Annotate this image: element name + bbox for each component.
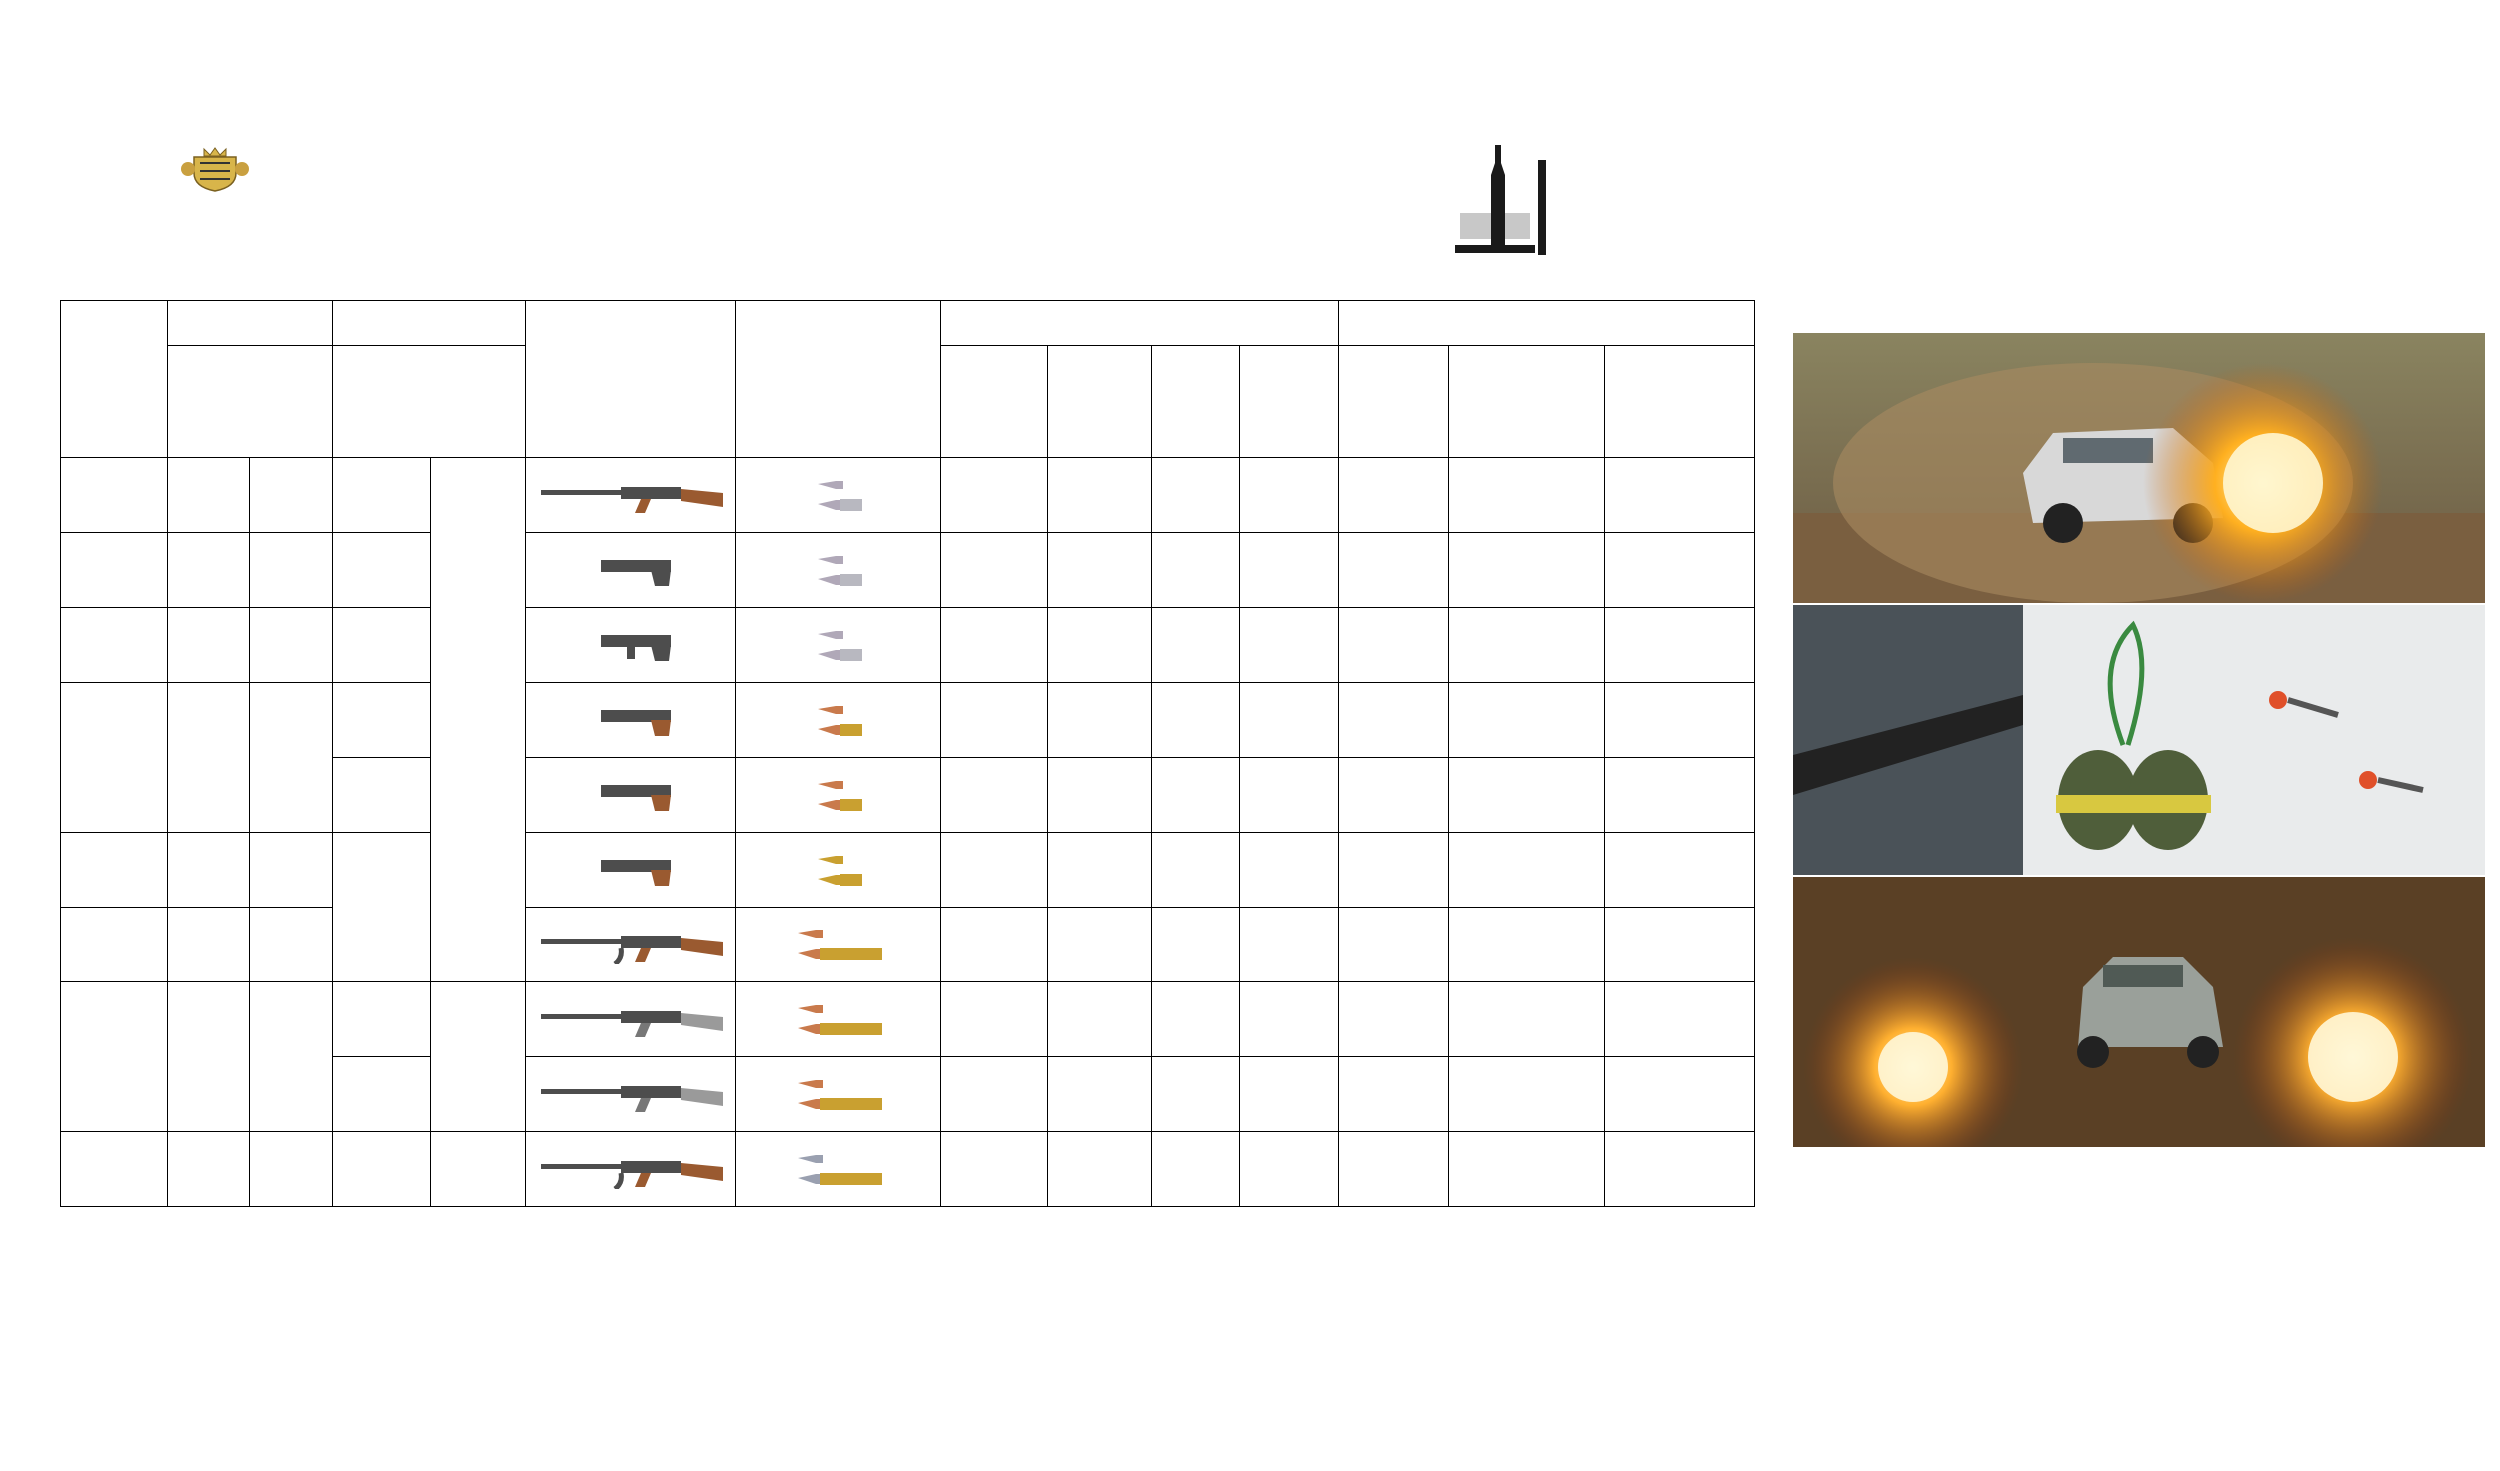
stufe-cell xyxy=(61,533,168,608)
kaliber-cell xyxy=(941,533,1048,608)
art-cell xyxy=(1048,1057,1152,1132)
masse-cell xyxy=(1152,458,1240,533)
art-cell xyxy=(1048,533,1152,608)
kaliber-cell xyxy=(941,683,1048,758)
pm-cell xyxy=(168,982,250,1132)
hersteller-cell xyxy=(1240,458,1339,533)
hersteller-cell xyxy=(1240,757,1339,832)
entfernung-cell xyxy=(1339,757,1449,832)
masse-cell xyxy=(1152,683,1240,758)
vergleich-cell-empty xyxy=(333,1132,431,1207)
bsw-cell xyxy=(250,832,333,907)
vergleich-cell xyxy=(333,982,431,1057)
h-entfernung xyxy=(1339,346,1449,458)
masse-cell xyxy=(1152,608,1240,683)
cartridge-icon xyxy=(738,1074,938,1114)
vergleich-list xyxy=(333,346,526,458)
bsw-cell xyxy=(250,683,333,833)
h-art xyxy=(1048,346,1152,458)
h-pruefstufen xyxy=(61,301,168,458)
hersteller-cell xyxy=(1240,832,1339,907)
h-waffenart xyxy=(526,301,736,458)
weapon-image xyxy=(526,1132,736,1207)
stanag-cell-empty xyxy=(431,458,526,982)
bsw-cell xyxy=(250,458,333,533)
energie-cell xyxy=(1605,1132,1755,1207)
art-cell xyxy=(1048,907,1152,982)
vergleich-cell xyxy=(333,757,431,832)
geschwindigkeit-cell xyxy=(1449,608,1605,683)
cartridge-icon xyxy=(738,475,938,515)
energie-cell xyxy=(1605,982,1755,1057)
kaliber-cell xyxy=(941,1132,1048,1207)
cartridge-icon xyxy=(738,625,938,665)
cartridge-icon xyxy=(738,924,938,964)
weapon-image xyxy=(526,608,736,683)
vergleich-cell-empty xyxy=(333,533,431,608)
cartridge-image xyxy=(736,533,941,608)
cartridge-image xyxy=(736,608,941,683)
photo-grenades-on-car xyxy=(1793,605,2485,875)
h-angaben xyxy=(941,301,1339,346)
energie-cell xyxy=(1605,533,1755,608)
coat-of-arms-icon xyxy=(180,145,250,193)
bsw-cell xyxy=(250,907,333,982)
h-hersteller xyxy=(1240,346,1339,458)
stufe-cell xyxy=(61,907,168,982)
table-row xyxy=(61,982,1755,1057)
geschwindigkeit-cell xyxy=(1449,832,1605,907)
hersteller-cell xyxy=(1240,1057,1339,1132)
entfernung-cell xyxy=(1339,1057,1449,1132)
hersteller-cell xyxy=(1240,1132,1339,1207)
h-energie xyxy=(1605,346,1755,458)
weapon-icon xyxy=(531,999,731,1039)
cartridge-image xyxy=(736,1132,941,1207)
table-body xyxy=(61,458,1755,1207)
h-patrone xyxy=(736,301,941,458)
entfernung-cell xyxy=(1339,458,1449,533)
entfernung-cell xyxy=(1339,907,1449,982)
table-row xyxy=(61,832,1755,907)
stufe-cell xyxy=(61,683,168,833)
bsw-cell xyxy=(250,982,333,1132)
cartridge-image xyxy=(736,832,941,907)
art-cell xyxy=(1048,683,1152,758)
stufe-cell xyxy=(61,608,168,683)
kaliber-cell xyxy=(941,1057,1048,1132)
energie-cell xyxy=(1605,907,1755,982)
vergleich-cell-empty xyxy=(333,832,431,982)
geschwindigkeit-cell xyxy=(1449,907,1605,982)
weapon-icon xyxy=(531,550,731,590)
weapon-image xyxy=(526,832,736,907)
art-cell xyxy=(1048,458,1152,533)
energie-cell xyxy=(1605,832,1755,907)
table-row xyxy=(61,907,1755,982)
hersteller-cell xyxy=(1240,608,1339,683)
pm-cell xyxy=(168,683,250,833)
h-geschwindigkeit xyxy=(1449,346,1605,458)
weapon-icon xyxy=(531,700,731,740)
energie-cell xyxy=(1605,683,1755,758)
weapon-image xyxy=(526,907,736,982)
geschwindigkeit-cell xyxy=(1449,1132,1605,1207)
table-row xyxy=(61,608,1755,683)
energie-cell xyxy=(1605,1057,1755,1132)
weapon-image xyxy=(526,533,736,608)
energie-cell xyxy=(1605,608,1755,683)
cartridge-icon xyxy=(738,700,938,740)
geschwindigkeit-cell xyxy=(1449,757,1605,832)
table-row xyxy=(61,458,1755,533)
photo-vehicle-explosion xyxy=(1793,333,2485,603)
weapon-image xyxy=(526,458,736,533)
weapon-image xyxy=(526,982,736,1057)
geschwindigkeit-cell xyxy=(1449,982,1605,1057)
cartridge-icon xyxy=(738,550,938,590)
kaliber-cell xyxy=(941,982,1048,1057)
kaliber-cell xyxy=(941,458,1048,533)
h-vergleich xyxy=(333,301,526,346)
weapon-image xyxy=(526,757,736,832)
pm-cell xyxy=(168,458,250,533)
art-cell xyxy=(1048,608,1152,683)
energie-cell xyxy=(1605,458,1755,533)
masse-cell xyxy=(1152,832,1240,907)
pm-cell xyxy=(168,832,250,907)
stanag-cell xyxy=(431,982,526,1132)
anwendung-list xyxy=(168,346,333,458)
cartridge-icon xyxy=(738,1149,938,1189)
masse-cell xyxy=(1152,757,1240,832)
cartridge-image xyxy=(736,683,941,758)
h-masse xyxy=(1152,346,1240,458)
entfernung-cell xyxy=(1339,982,1449,1057)
pm-cell xyxy=(168,608,250,683)
h-kaliber xyxy=(941,346,1048,458)
h-auszuege xyxy=(1339,301,1755,346)
vergleich-cell xyxy=(333,458,431,533)
weapon-icon xyxy=(531,775,731,815)
photo-vehicle-blast xyxy=(1793,877,2485,1147)
cartridge-icon xyxy=(738,999,938,1039)
weapon-icon xyxy=(531,1149,731,1189)
entfernung-cell xyxy=(1339,832,1449,907)
bsw-cell xyxy=(250,1132,333,1207)
art-cell xyxy=(1048,982,1152,1057)
cartridge-image xyxy=(736,757,941,832)
bsw-cell xyxy=(250,608,333,683)
art-cell xyxy=(1048,757,1152,832)
weapon-image xyxy=(526,1057,736,1132)
energie-cell xyxy=(1605,757,1755,832)
entfernung-cell xyxy=(1339,1132,1449,1207)
pm-cell xyxy=(168,1132,250,1207)
kaliber-cell xyxy=(941,832,1048,907)
bsw-cell xyxy=(250,533,333,608)
weapon-icon xyxy=(531,1074,731,1114)
hersteller-cell xyxy=(1240,533,1339,608)
art-cell xyxy=(1048,832,1152,907)
weapon-icon xyxy=(531,850,731,890)
stufe-cell xyxy=(61,832,168,907)
h-anwendung xyxy=(168,301,333,346)
masse-cell xyxy=(1152,982,1240,1057)
geschwindigkeit-cell xyxy=(1449,533,1605,608)
pm-cell xyxy=(168,907,250,982)
bw-logo xyxy=(95,145,335,200)
vergleich-cell xyxy=(333,608,431,683)
vpam-logo-icon xyxy=(1450,145,1720,265)
stufe-cell xyxy=(61,1132,168,1207)
apr-table xyxy=(60,300,1755,1207)
pm-cell xyxy=(168,533,250,608)
masse-cell xyxy=(1152,907,1240,982)
cartridge-icon xyxy=(738,850,938,890)
table-header-row xyxy=(61,301,1755,346)
masse-cell xyxy=(1152,533,1240,608)
masse-cell xyxy=(1152,1057,1240,1132)
cartridge-image xyxy=(736,458,941,533)
weapon-icon xyxy=(531,475,731,515)
entfernung-cell xyxy=(1339,608,1449,683)
stanag-cell xyxy=(431,1132,526,1207)
entfernung-cell xyxy=(1339,683,1449,758)
hersteller-cell xyxy=(1240,683,1339,758)
cartridge-image xyxy=(736,982,941,1057)
weapon-image xyxy=(526,683,736,758)
stufe-cell xyxy=(61,982,168,1132)
geschwindigkeit-cell xyxy=(1449,458,1605,533)
vergleich-cell xyxy=(333,683,431,758)
cartridge-image xyxy=(736,1057,941,1132)
kaliber-cell xyxy=(941,907,1048,982)
masse-cell xyxy=(1152,1132,1240,1207)
table-row xyxy=(61,533,1755,608)
entfernung-cell xyxy=(1339,533,1449,608)
table-row xyxy=(61,1132,1755,1207)
hersteller-cell xyxy=(1240,982,1339,1057)
kaliber-cell xyxy=(941,757,1048,832)
cartridge-image xyxy=(736,907,941,982)
vergleich-cell xyxy=(333,1057,431,1132)
geschwindigkeit-cell xyxy=(1449,683,1605,758)
weapon-icon xyxy=(531,924,731,964)
hersteller-cell xyxy=(1240,907,1339,982)
table-row xyxy=(61,683,1755,758)
art-cell xyxy=(1048,1132,1152,1207)
weapon-icon xyxy=(531,625,731,665)
kaliber-cell xyxy=(941,608,1048,683)
geschwindigkeit-cell xyxy=(1449,1057,1605,1132)
cartridge-icon xyxy=(738,775,938,815)
stufe-cell xyxy=(61,458,168,533)
